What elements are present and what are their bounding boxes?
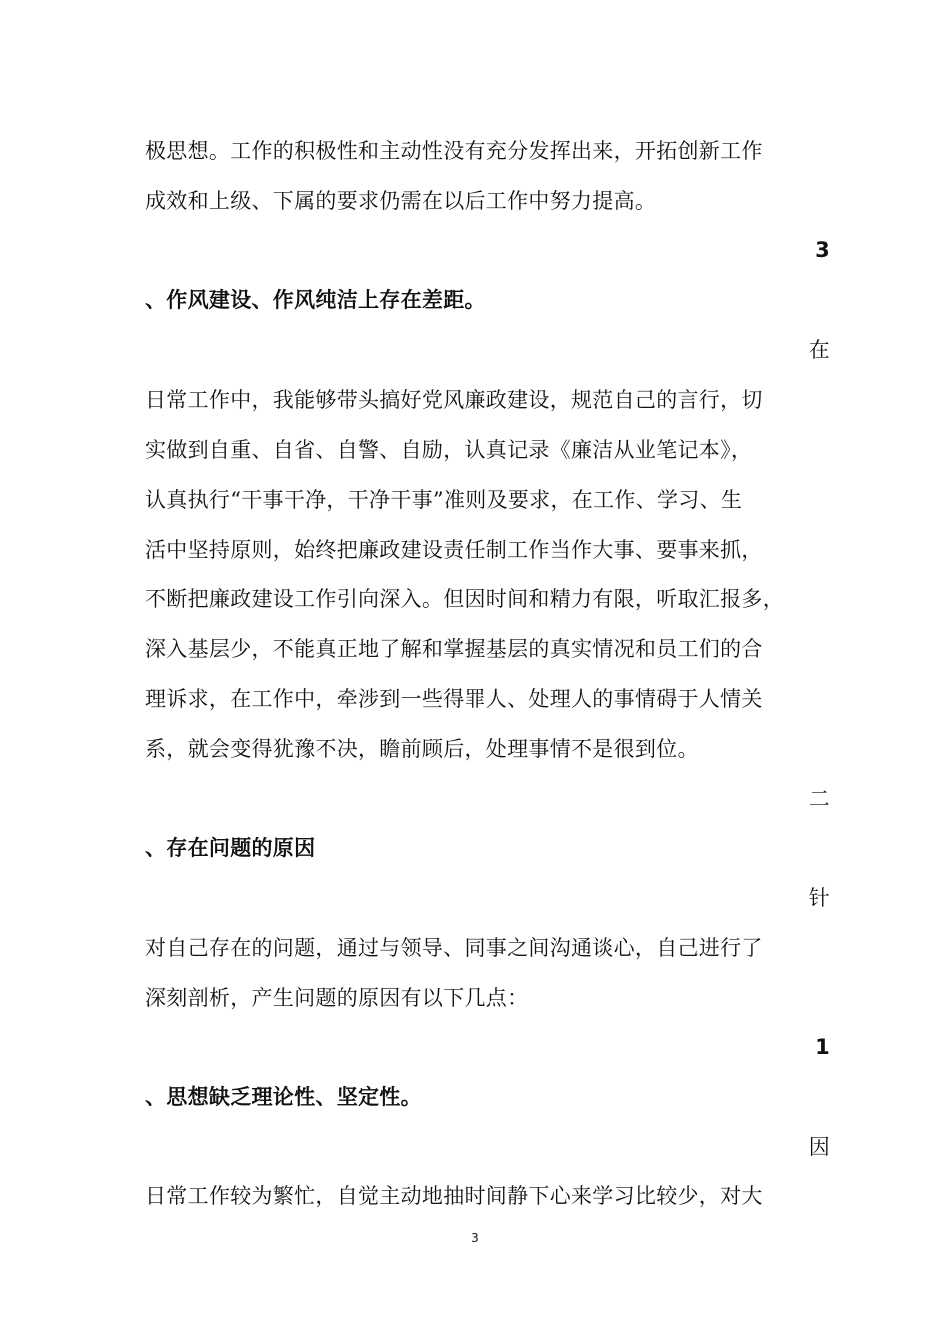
paragraph-start-char: 在 bbox=[808, 338, 830, 362]
paragraph-line: 对自己存在的问题，通过与领导、同事之间沟通谈心，自己进行了 bbox=[145, 936, 763, 960]
paragraph-line: 深刻剖析，产生问题的原因有以下几点： bbox=[145, 986, 529, 1010]
section-heading: 、存在问题的原因 bbox=[145, 836, 316, 860]
paragraph-start-char: 因 bbox=[808, 1135, 830, 1159]
paragraph-line: 不断把廉政建设工作引向深入。但因时间和精力有限，听取汇报多， bbox=[145, 587, 784, 611]
paragraph-start-char: 针 bbox=[808, 886, 830, 910]
paragraph-line: 认真执行“干事干净，干净干事”准则及要求，在工作、学习、生 bbox=[145, 488, 743, 512]
section-heading: 、思想缺乏理论性、坚定性。 bbox=[145, 1085, 422, 1109]
paragraph-line: 日常工作中，我能够带头搞好党风廉政建设，规范自己的言行，切 bbox=[145, 388, 763, 412]
paragraph-line: 极思想。工作的积极性和主动性没有充分发挥出来，开拓创新工作 bbox=[145, 139, 763, 163]
section-number: 1 bbox=[815, 1035, 830, 1059]
section-number: 3 bbox=[815, 238, 830, 262]
paragraph-line: 成效和上级、下属的要求仍需在以后工作中努力提高。 bbox=[145, 189, 657, 213]
page-number: 3 bbox=[471, 1231, 479, 1245]
paragraph-line: 理诉求，在工作中，牵涉到一些得罪人、处理人的事情碍于人情关 bbox=[145, 687, 763, 711]
paragraph-line: 活中坚持原则，始终把廉政建设责任制工作当作大事、要事来抓， bbox=[145, 538, 763, 562]
paragraph-line: 深入基层少，不能真正地了解和掌握基层的真实情况和员工们的合 bbox=[145, 637, 763, 661]
paragraph-line: 日常工作较为繁忙，自觉主动地抽时间静下心来学习比较少，对大 bbox=[145, 1184, 763, 1208]
paragraph-line: 实做到自重、自省、自警、自励，认真记录《廉洁从业笔记本》， bbox=[145, 438, 753, 462]
section-heading: 、作风建设、作风纯洁上存在差距。 bbox=[145, 288, 486, 312]
section-number: 二 bbox=[808, 787, 830, 811]
paragraph-line: 系，就会变得犹豫不决，瞻前顾后，处理事情不是很到位。 bbox=[145, 737, 699, 761]
